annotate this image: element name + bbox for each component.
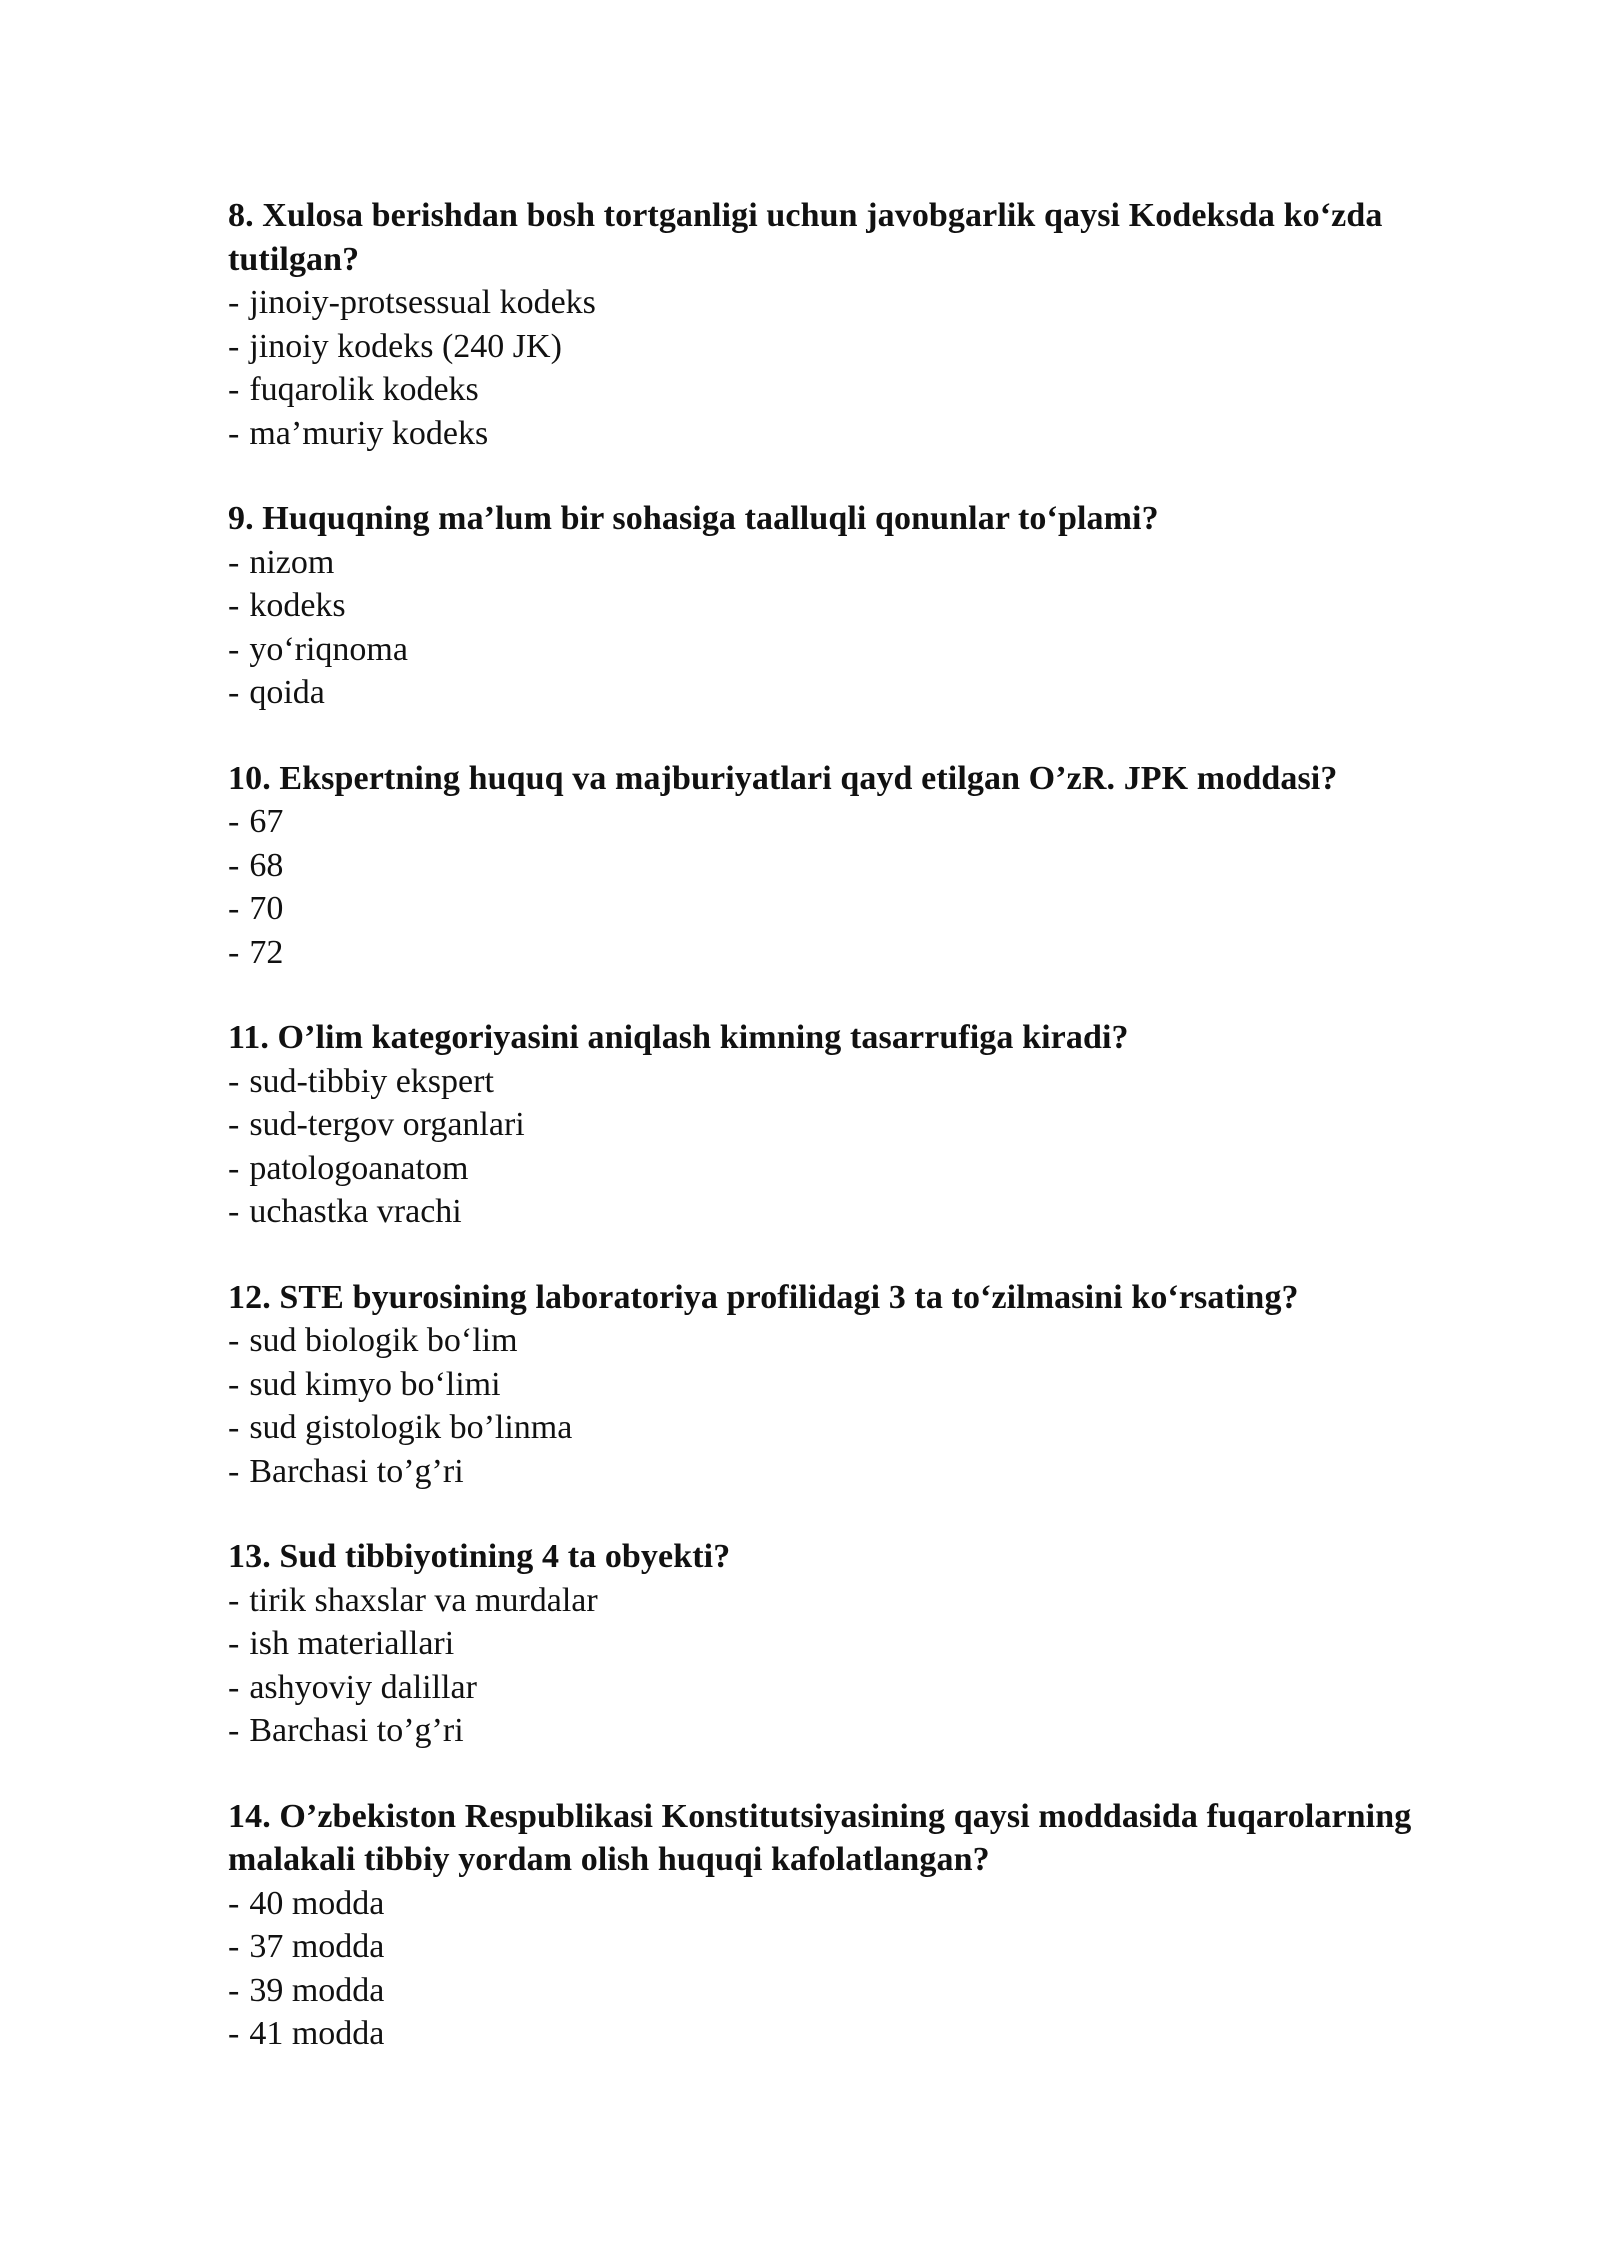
answer-text: tirik shaxslar va murdalar: [249, 1581, 598, 1619]
question-title: 8. Xulosa berishdan bosh tortganligi uchun javobgarlik qaysi Kodeksda ko‘zda tutilgan?: [228, 197, 1383, 278]
answer-text: 70: [249, 890, 284, 927]
question-14: [228, 1795, 1488, 2056]
answer-text: qoida: [249, 674, 325, 711]
answer-text: yo‘riqnoma: [249, 630, 408, 668]
question-title: 11. O’lim kategoriyasini aniqlash kimning tasarrufiga kiradi?: [228, 1019, 1129, 1056]
answer-option: - 72: [228, 933, 284, 971]
answer-option: - 68: [228, 846, 284, 884]
answer-options: [228, 541, 1488, 715]
answer-option: - ish materiallari: [228, 1625, 455, 1662]
answer-option: - ashyoviy dalillar: [228, 1668, 477, 1706]
answer-text: sud kimyo bo‘limi: [249, 1365, 501, 1403]
answer-text: 67: [249, 803, 284, 840]
answer-option: - kodeks: [228, 587, 346, 624]
answer-option: - Barchasi to’g’ri: [228, 1712, 464, 1749]
question-title: 12. STE byurosining laboratoriya profilidagi 3 ta to‘zilmasini ko‘rsating?: [228, 1278, 1299, 1316]
answer-text: jinoiy kodeks (240 JK): [249, 327, 562, 365]
answer-options: [228, 800, 1488, 974]
question-10: [228, 757, 1488, 975]
answer-text: Barchasi to’g’ri: [249, 1452, 464, 1490]
answer-option: - 40 modda: [228, 1884, 385, 1922]
answer-text: nizom: [249, 543, 335, 581]
answer-text: fuqarolik kodeks: [249, 371, 479, 408]
answer-text: uchastka vrachi: [249, 1193, 462, 1230]
question-title: 10. Ekspertning huquq va majburiyatlari qayd etilgan O’zR. JPK moddasi?: [228, 759, 1338, 797]
answer-options: [228, 1060, 1488, 1234]
answer-option: - 37 modda: [228, 1928, 385, 1965]
document-page: [228, 194, 1488, 2098]
answer-text: 72: [249, 933, 284, 971]
answer-text: Barchasi to’g’ri: [249, 1712, 464, 1749]
answer-text: 41 modda: [249, 2015, 385, 2052]
answer-text: ma’muriy kodeks: [249, 414, 489, 452]
answer-option: - sud-tibbiy ekspert: [228, 1062, 494, 1100]
answer-option: - patologoanatom: [228, 1149, 469, 1187]
question-title: 13. Sud tibbiyotining 4 ta obyekti?: [228, 1538, 731, 1575]
answer-options: [228, 1319, 1488, 1493]
question-title: 9. Huquqning ma’lum bir sohasiga taalluqli qonunlar to‘plami?: [228, 500, 1159, 537]
answer-text: kodeks: [249, 587, 346, 624]
answer-options: [228, 281, 1488, 455]
answer-text: ish materiallari: [249, 1625, 455, 1662]
question-8: [228, 194, 1488, 455]
answer-options: [228, 1882, 1488, 2056]
answer-option: - fuqarolik kodeks: [228, 371, 479, 408]
question-9: [228, 497, 1488, 715]
answer-text: 68: [249, 846, 284, 884]
answer-option: - sud biologik bo‘lim: [228, 1322, 518, 1359]
answer-option: - sud kimyo bo‘limi: [228, 1365, 501, 1403]
answer-option: - qoida: [228, 674, 325, 711]
question-12: [228, 1276, 1488, 1494]
answer-option: - jinoiy kodeks (240 JK): [228, 327, 562, 365]
answer-option: - 39 modda: [228, 1971, 385, 2009]
answer-option: - sud-tergov organlari: [228, 1106, 525, 1143]
answer-option: - 70: [228, 890, 284, 927]
question-11: [228, 1016, 1488, 1234]
answer-option: - sud gistologik bo’linma: [228, 1409, 573, 1446]
answer-text: 40 modda: [249, 1884, 385, 1922]
answer-text: sud biologik bo‘lim: [249, 1322, 518, 1359]
answer-option: - uchastka vrachi: [228, 1193, 462, 1230]
answer-option: - ma’muriy kodeks: [228, 414, 489, 452]
answer-option: - tirik shaxslar va murdalar: [228, 1581, 598, 1619]
answer-text: 39 modda: [249, 1971, 385, 2009]
answer-text: 37 modda: [249, 1928, 385, 1965]
answer-text: sud-tergov organlari: [249, 1106, 525, 1143]
answer-text: jinoiy-protsessual kodeks: [249, 284, 596, 321]
answer-text: sud-tibbiy ekspert: [249, 1062, 494, 1100]
answer-option: - yo‘riqnoma: [228, 630, 408, 668]
answer-options: [228, 1579, 1488, 1753]
answer-option: - 67: [228, 803, 284, 840]
answer-option: - Barchasi to’g’ri: [228, 1452, 464, 1490]
answer-option: - jinoiy-protsessual kodeks: [228, 284, 596, 321]
answer-option: - nizom: [228, 543, 335, 581]
answer-text: patologoanatom: [249, 1149, 469, 1187]
question-13: [228, 1535, 1488, 1753]
answer-text: sud gistologik bo’linma: [249, 1409, 573, 1446]
answer-text: ashyoviy dalillar: [249, 1668, 477, 1706]
question-title: 14. O’zbekiston Respublikasi Konstitutsiyasining qaysi moddasida fuqarolarning malakali tibbiy yordam olish huquqi kafolatlangan?: [228, 1797, 1412, 1878]
answer-option: - 41 modda: [228, 2015, 385, 2052]
